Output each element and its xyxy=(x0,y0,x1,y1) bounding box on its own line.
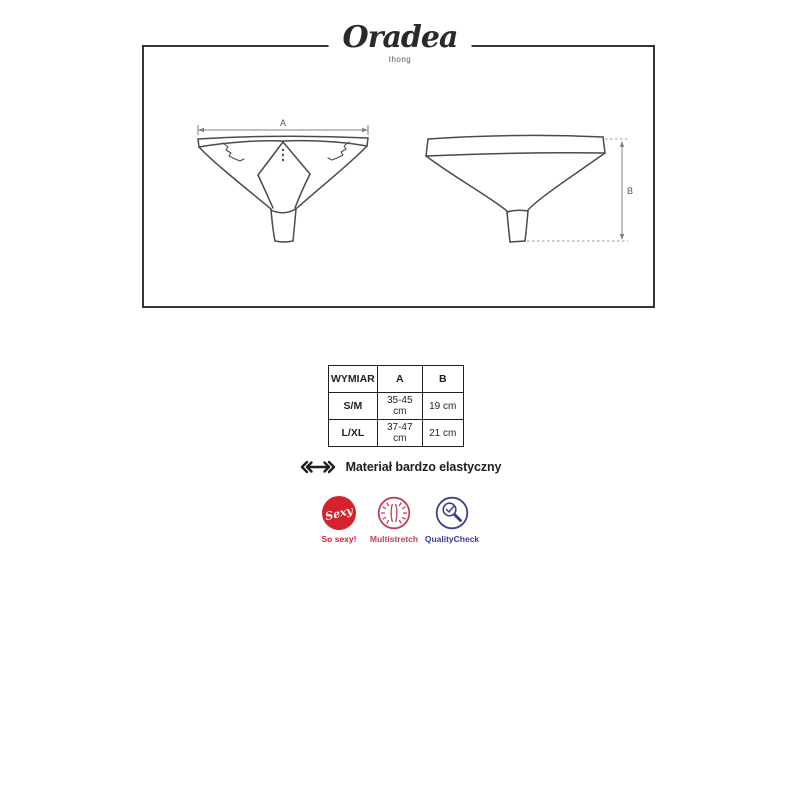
badge-label-so-sexy: So sexy! xyxy=(321,534,357,544)
thong-technical-drawing xyxy=(142,45,655,308)
value-a-sm: 35-45 cm xyxy=(377,393,422,420)
sexy-badge-icon xyxy=(322,496,356,530)
stretch-arrow-icon xyxy=(299,460,337,474)
value-a-lxl: 37-47 cm xyxy=(377,420,422,447)
brand-title: Oradea xyxy=(342,20,458,55)
size-table-header-row xyxy=(329,366,464,393)
front-panel-dots xyxy=(282,149,284,161)
value-b-sm: 19 cm xyxy=(422,393,463,420)
material-note-row xyxy=(0,460,800,474)
size-label-lxl: L/XL xyxy=(329,420,378,447)
col-header-a: A xyxy=(377,366,422,393)
product-type-subtitle: thong xyxy=(388,55,412,64)
col-header-wymiar: WYMIAR xyxy=(329,366,378,393)
material-note-text: Materiał bardzo elastyczny xyxy=(345,460,502,474)
dim-a-label: A xyxy=(279,118,287,128)
badge-label-qualitycheck: QualityCheck xyxy=(424,534,480,544)
dimension-b xyxy=(527,139,633,241)
dim-b-label: B xyxy=(627,186,634,196)
sexy-script-text: Sexy xyxy=(323,503,355,523)
size-table xyxy=(328,365,464,447)
multistretch-rays-icon xyxy=(377,496,411,530)
magnifier-check-icon xyxy=(435,496,469,530)
brand-title-block xyxy=(329,22,472,64)
value-b-lxl: 21 cm xyxy=(422,420,463,447)
badge-qualitycheck xyxy=(418,496,486,544)
table-row-lxl xyxy=(329,420,464,447)
diagram-panel xyxy=(142,45,655,308)
size-label-sm: S/M xyxy=(329,393,378,420)
badge-label-multistretch: Multistretch xyxy=(369,534,419,544)
table-row-sm xyxy=(329,393,464,420)
col-header-b: B xyxy=(422,366,463,393)
